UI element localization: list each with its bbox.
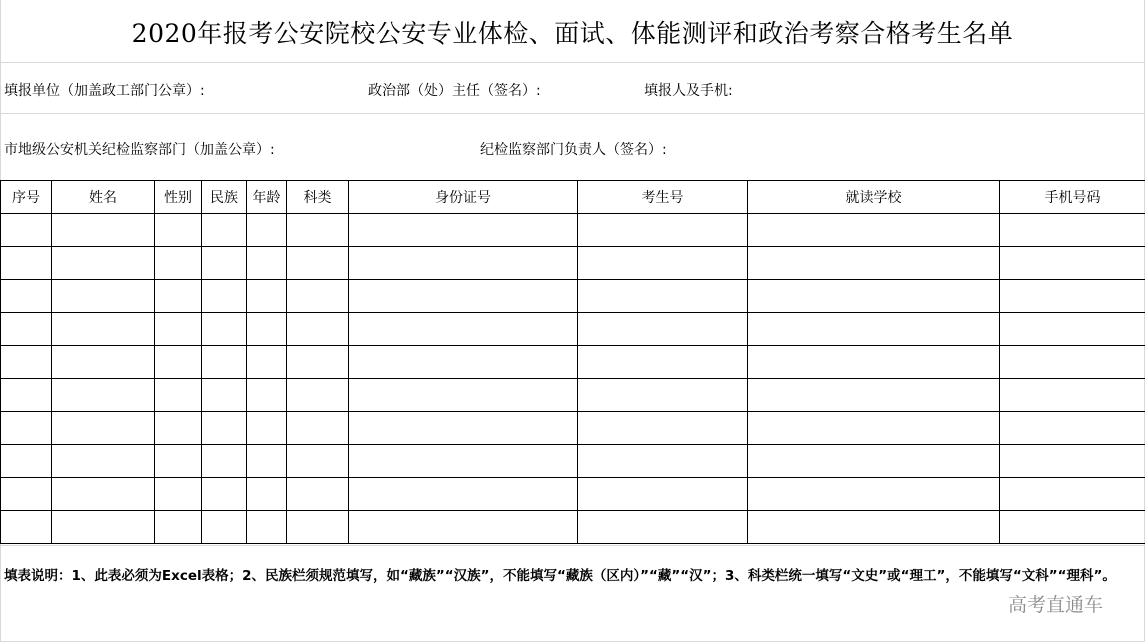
table-cell[interactable] — [578, 313, 748, 346]
table-cell[interactable] — [578, 346, 748, 379]
table-cell[interactable] — [578, 247, 748, 280]
table-cell[interactable] — [155, 280, 202, 313]
table-cell[interactable] — [247, 247, 287, 280]
table-cell[interactable] — [578, 412, 748, 445]
table-cell[interactable] — [287, 379, 349, 412]
table-cell[interactable] — [247, 478, 287, 511]
table-row — [1, 346, 1145, 379]
table-cell[interactable] — [52, 247, 155, 280]
table-cell[interactable] — [52, 511, 155, 544]
table-cell[interactable] — [1, 478, 52, 511]
table-cell[interactable] — [287, 280, 349, 313]
table-cell[interactable] — [1000, 313, 1145, 346]
table-cell[interactable] — [578, 511, 748, 544]
table-cell[interactable] — [349, 346, 578, 379]
table-cell[interactable] — [1, 313, 52, 346]
table-cell[interactable] — [1, 247, 52, 280]
table-cell[interactable] — [202, 445, 247, 478]
table-cell[interactable] — [1, 445, 52, 478]
table-cell[interactable] — [748, 346, 1000, 379]
table-cell[interactable] — [155, 511, 202, 544]
table-cell[interactable] — [578, 214, 748, 247]
table-cell[interactable] — [1, 280, 52, 313]
table-cell[interactable] — [202, 280, 247, 313]
table-cell[interactable] — [349, 247, 578, 280]
header-gender: 性别 — [155, 181, 202, 214]
header-school: 就读学校 — [748, 181, 1000, 214]
table-cell[interactable] — [52, 445, 155, 478]
table-row — [1, 478, 1145, 511]
table-cell[interactable] — [349, 445, 578, 478]
table-body — [1, 214, 1145, 544]
table-cell[interactable] — [1000, 445, 1145, 478]
watermark-text: 高考直通车 — [1008, 594, 1104, 616]
table-cell[interactable] — [578, 379, 748, 412]
table-cell[interactable] — [287, 511, 349, 544]
table-cell[interactable] — [578, 478, 748, 511]
table-cell[interactable] — [1000, 412, 1145, 445]
header-exam-number: 考生号 — [578, 181, 748, 214]
table-cell[interactable] — [247, 412, 287, 445]
table-cell[interactable] — [349, 280, 578, 313]
field-discipline-dept-label: 市地级公安机关纪检监察部门（加盖公章）: — [4, 142, 275, 158]
table-row — [1, 214, 1145, 247]
header-phone: 手机号码 — [1000, 181, 1145, 214]
header-age: 年龄 — [247, 181, 287, 214]
table-row — [1, 412, 1145, 445]
table-cell[interactable] — [287, 247, 349, 280]
table-cell[interactable] — [155, 445, 202, 478]
table-cell[interactable] — [1000, 247, 1145, 280]
table-cell[interactable] — [202, 214, 247, 247]
table-cell[interactable] — [748, 247, 1000, 280]
table-cell[interactable] — [578, 445, 748, 478]
table-cell[interactable] — [748, 412, 1000, 445]
table-cell[interactable] — [247, 214, 287, 247]
table-cell[interactable] — [1, 511, 52, 544]
form-instructions: 填表说明：1、此表必须为Excel表格；2、民族栏须规范填写，如“藏族”“汉族”，不能填写“藏族（区内）”“藏”“汉”；3、科类栏统一填写“文史”或“理工”，不能填写“文科”“理科”。 — [4, 568, 1116, 584]
table-cell[interactable] — [748, 214, 1000, 247]
table-cell[interactable] — [155, 379, 202, 412]
table-row — [1, 247, 1145, 280]
table-cell[interactable] — [52, 313, 155, 346]
table-cell[interactable] — [52, 214, 155, 247]
grid-line — [0, 545, 1145, 546]
grid-line — [0, 113, 1145, 114]
table-row — [1, 313, 1145, 346]
field-unit-label: 填报单位（加盖政工部门公章）: — [4, 83, 205, 99]
table-cell[interactable] — [287, 412, 349, 445]
table-cell[interactable] — [349, 511, 578, 544]
table-cell[interactable] — [202, 412, 247, 445]
table-cell[interactable] — [202, 247, 247, 280]
table-cell[interactable] — [349, 412, 578, 445]
table-cell[interactable] — [155, 412, 202, 445]
table-cell[interactable] — [247, 346, 287, 379]
table-cell[interactable] — [287, 478, 349, 511]
table-cell[interactable] — [287, 346, 349, 379]
table-cell[interactable] — [1, 379, 52, 412]
table-cell[interactable] — [578, 280, 748, 313]
table-cell[interactable] — [1, 412, 52, 445]
table-cell[interactable] — [287, 214, 349, 247]
table-row — [1, 511, 1145, 544]
table-header-row — [1, 181, 1145, 214]
table-cell[interactable] — [748, 280, 1000, 313]
header-name: 姓名 — [52, 181, 155, 214]
table-cell[interactable] — [748, 379, 1000, 412]
table-cell[interactable] — [349, 478, 578, 511]
table-cell[interactable] — [247, 511, 287, 544]
table-cell[interactable] — [202, 313, 247, 346]
table-cell[interactable] — [1000, 280, 1145, 313]
table-cell[interactable] — [155, 247, 202, 280]
table-cell[interactable] — [202, 379, 247, 412]
table-cell[interactable] — [1000, 511, 1145, 544]
table-cell[interactable] — [1, 346, 52, 379]
table-row — [1, 280, 1145, 313]
table-cell[interactable] — [748, 511, 1000, 544]
table-cell[interactable] — [349, 214, 578, 247]
table-cell[interactable] — [748, 445, 1000, 478]
table-cell[interactable] — [155, 214, 202, 247]
table-cell[interactable] — [349, 379, 578, 412]
table-cell[interactable] — [1000, 346, 1145, 379]
table-row — [1, 445, 1145, 478]
table-cell[interactable] — [247, 445, 287, 478]
table-cell[interactable] — [202, 511, 247, 544]
table-cell[interactable] — [247, 313, 287, 346]
table-cell[interactable] — [52, 478, 155, 511]
candidate-table — [0, 180, 1145, 544]
table-cell[interactable] — [748, 478, 1000, 511]
table-cell[interactable] — [52, 280, 155, 313]
page-title: 2020年报考公安院校公安专业体检、面试、体能测评和政治考察合格考生名单 — [131, 19, 1014, 48]
header-subject: 科类 — [287, 181, 349, 214]
table-cell[interactable] — [1, 214, 52, 247]
header-ethnicity: 民族 — [202, 181, 247, 214]
field-director-label: 政治部（处）主任（签名）: — [368, 83, 541, 99]
table-cell[interactable] — [202, 478, 247, 511]
table-cell[interactable] — [1000, 478, 1145, 511]
table-cell[interactable] — [52, 346, 155, 379]
table-row — [1, 379, 1145, 412]
table-cell[interactable] — [748, 313, 1000, 346]
table-cell[interactable] — [247, 280, 287, 313]
header-id-number: 身份证号 — [349, 181, 578, 214]
field-filler-label: 填报人及手机: — [644, 83, 733, 99]
table-cell[interactable] — [1000, 214, 1145, 247]
table-cell[interactable] — [155, 313, 202, 346]
table-cell[interactable] — [52, 379, 155, 412]
table-cell[interactable] — [155, 346, 202, 379]
table-cell[interactable] — [155, 478, 202, 511]
table-cell[interactable] — [287, 313, 349, 346]
header-index: 序号 — [1, 181, 52, 214]
table-cell[interactable] — [287, 445, 349, 478]
table-cell[interactable] — [52, 412, 155, 445]
table-cell[interactable] — [202, 346, 247, 379]
table-cell[interactable] — [247, 379, 287, 412]
table-cell[interactable] — [349, 313, 578, 346]
field-discipline-head-label: 纪检监察部门负责人（签名）: — [480, 142, 667, 158]
grid-line — [0, 62, 1145, 63]
table-cell[interactable] — [1000, 379, 1145, 412]
